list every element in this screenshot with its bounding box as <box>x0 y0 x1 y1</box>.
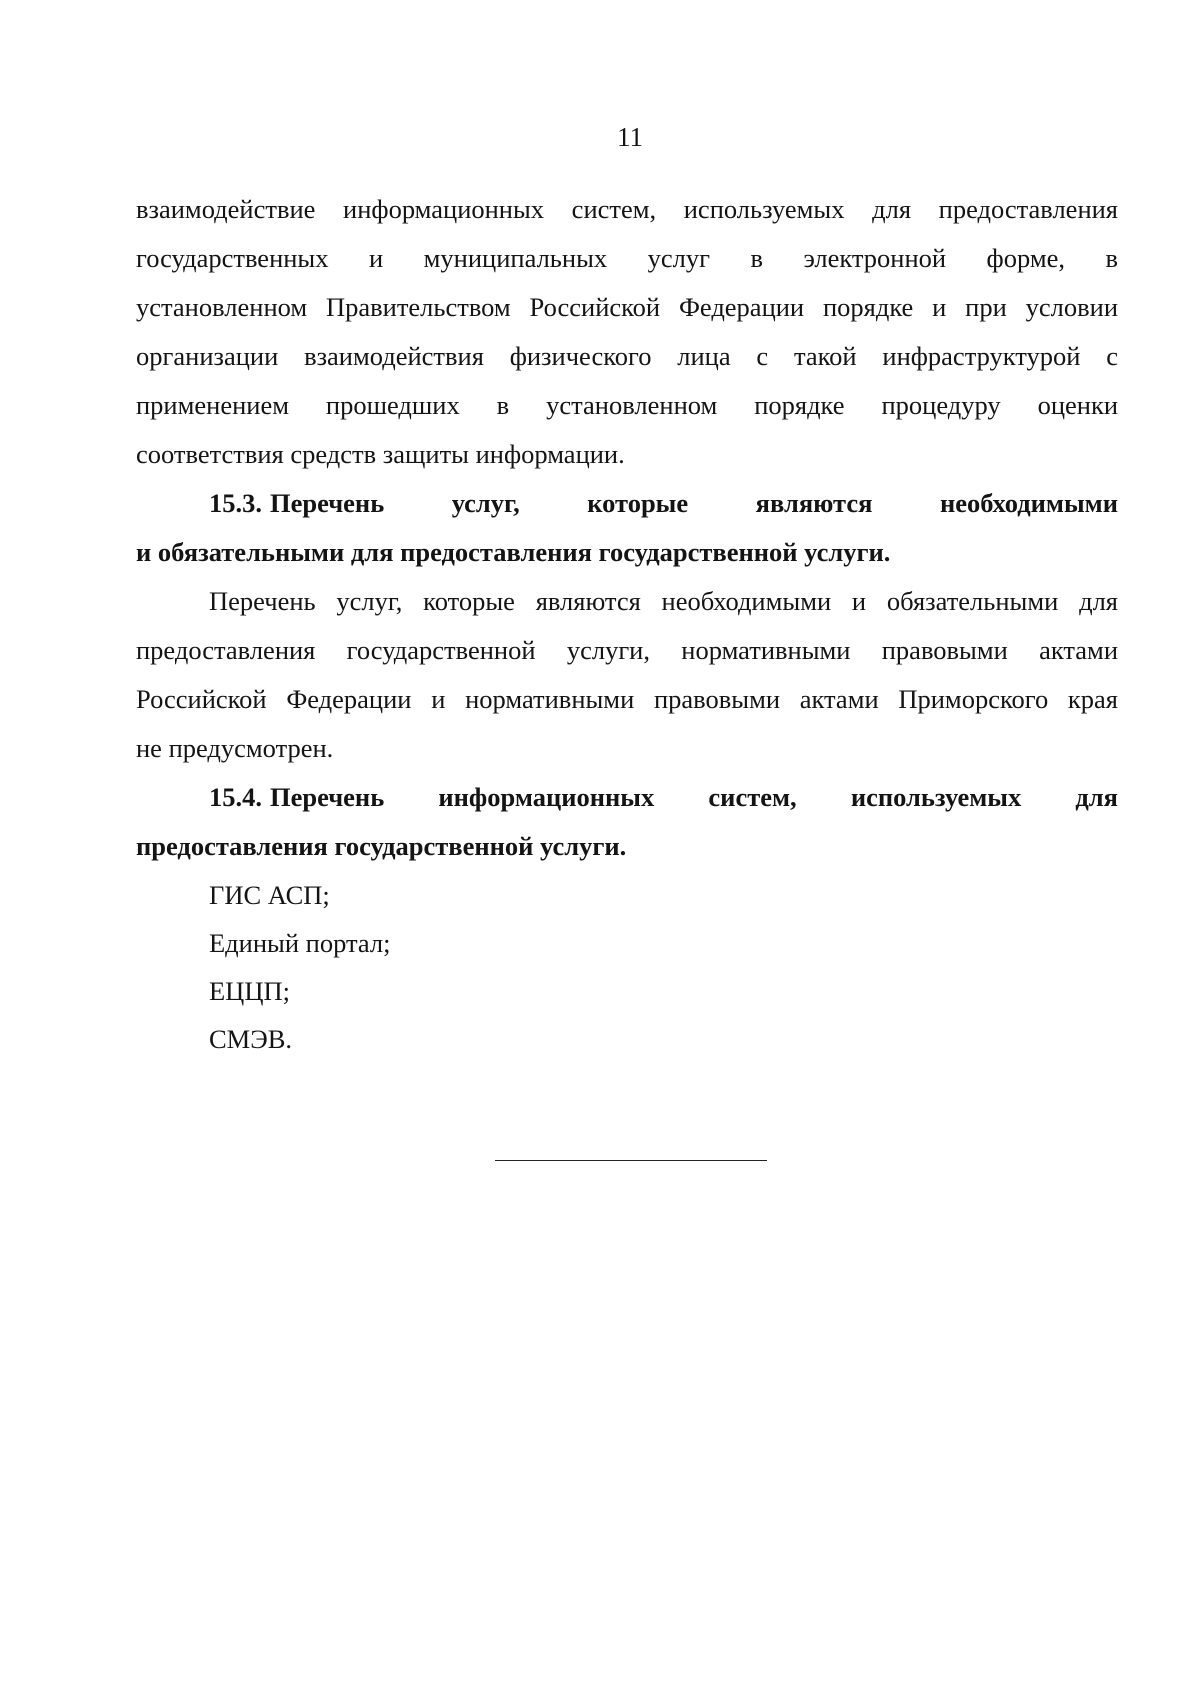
paragraph-line: Перечень услуг, которые являются необходимыми и обязательными для <box>209 586 1118 616</box>
paragraph-line: государственных и муниципальных услуг в электронной форме, в <box>136 243 1118 273</box>
end-of-document-rule <box>495 1160 767 1161</box>
paragraph-line: установленном Правительством Российской Федерации порядке и при условии <box>136 292 1118 322</box>
paragraph-line: организации взаимодействия физического лица с такой инфраструктурой с <box>136 341 1118 371</box>
paragraph-line: соответствия средств защиты информации. <box>136 439 625 469</box>
section-15-3 <box>136 479 1118 773</box>
section-heading-text: Перечень информационных систем, используемых для <box>270 782 1118 812</box>
section-heading <box>136 479 1118 528</box>
section-15-4 <box>136 773 1118 1063</box>
paragraph-line: не предусмотрен. <box>136 733 334 763</box>
continuation-paragraph <box>136 185 1118 479</box>
list-item: ГИС АСП; <box>209 880 330 910</box>
section-heading-continuation: и обязательными для предоставления государственной услуги. <box>136 537 891 567</box>
section-number: 15.3. <box>209 488 262 518</box>
section-number: 15.4. <box>209 782 262 812</box>
paragraph-line: предоставления государственной услуги, нормативными правовыми актами <box>136 635 1118 665</box>
section-heading-text: Перечень услуг, которые являются необходимыми <box>270 488 1118 518</box>
paragraph-line: применением прошедших в установленном порядке процедуру оценки <box>136 390 1118 420</box>
paragraph-line: Российской Федерации и нормативными правовыми актами Приморского края <box>136 684 1118 714</box>
list-item: СМЭВ. <box>209 1024 293 1054</box>
list-item: Единый портал; <box>209 928 391 958</box>
document-body <box>136 185 1118 1063</box>
page-number: 11 <box>617 122 643 152</box>
paragraph-line: взаимодействие информационных систем, используемых для предоставления <box>136 194 1118 224</box>
section-heading-continuation: предоставления государственной услуги. <box>136 831 627 861</box>
list-item: ЕЦЦП; <box>209 976 290 1006</box>
section-heading <box>136 773 1118 822</box>
